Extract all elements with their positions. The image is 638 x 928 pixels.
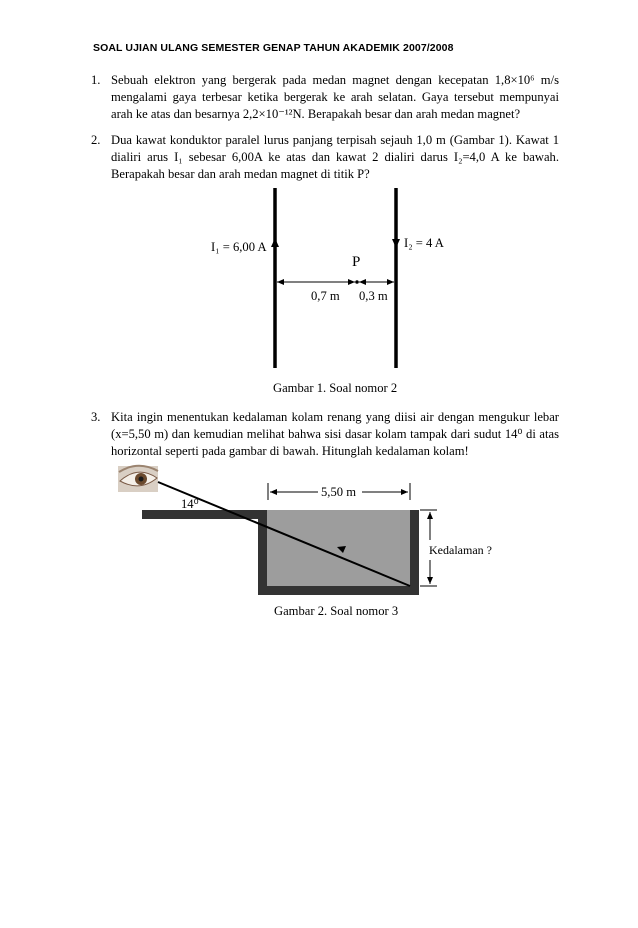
distance-2-label: 0,3 m	[359, 289, 388, 303]
pool-floor	[258, 586, 419, 595]
depth-label: Kedalaman ?	[429, 543, 492, 557]
pool-deck	[142, 510, 267, 519]
question-line: dialiri arus I₁ sebesar 6,00A ke atas dan kawat 2 dialiri darus I₂=4,0 A ke bawah.	[111, 150, 559, 164]
question-number: 1.	[91, 73, 101, 87]
exam-header: SOAL UJIAN ULANG SEMESTER GENAP TAHUN AKADEMIK 2007/2008	[93, 42, 454, 54]
question-line: mengalami gaya terbesar ketika bergerak ke arah selatan. Gaya tersebut mempunyai	[111, 90, 559, 104]
pool-right-wall	[410, 510, 419, 595]
eye-icon	[118, 466, 158, 492]
distance-1-label: 0,7 m	[311, 289, 340, 303]
wire-2-label: I₂ = 4 A	[404, 236, 444, 250]
figure-1-caption: Gambar 1. Soal nomor 2	[273, 381, 398, 395]
point-p-label: P	[352, 254, 361, 270]
question-number: 3.	[91, 410, 101, 424]
width-label: 5,50 m	[321, 485, 356, 499]
question-line: horizontal seperti pada gambar di bawah. Hitunglah kedalaman kolam!	[111, 444, 469, 458]
question-line: Sebuah elektron yang bergerak pada medan magnet dengan kecepatan 1,8×10⁶ m/s	[111, 73, 559, 87]
angle-label: 14⁰	[181, 497, 199, 511]
question-line: Berapakah besar dan arah medan magnet di titik P?	[111, 167, 370, 181]
question-line: Dua kawat konduktor paralel lurus panjang terpisah sejauh 1,0 m (Gambar 1). Kawat 1	[111, 133, 559, 147]
question-line: Kita ingin menentukan kedalaman kolam renang yang diisi air dengan mengukur lebar	[111, 410, 559, 424]
wire-1-label: I₁ = 6,00 A	[211, 240, 267, 254]
question-number: 2.	[91, 133, 101, 147]
figure-2-caption: Gambar 2. Soal nomor 3	[274, 604, 399, 618]
question-line: arah ke atas dan besarnya 2,2×10⁻¹²N. Berapakah besar dan arah medan magnet?	[111, 107, 521, 121]
question-line: (x=5,50 m) dan kemudian melihat bahwa sisi dasar kolam tampak dari sudut 14⁰ di atas	[111, 427, 559, 441]
